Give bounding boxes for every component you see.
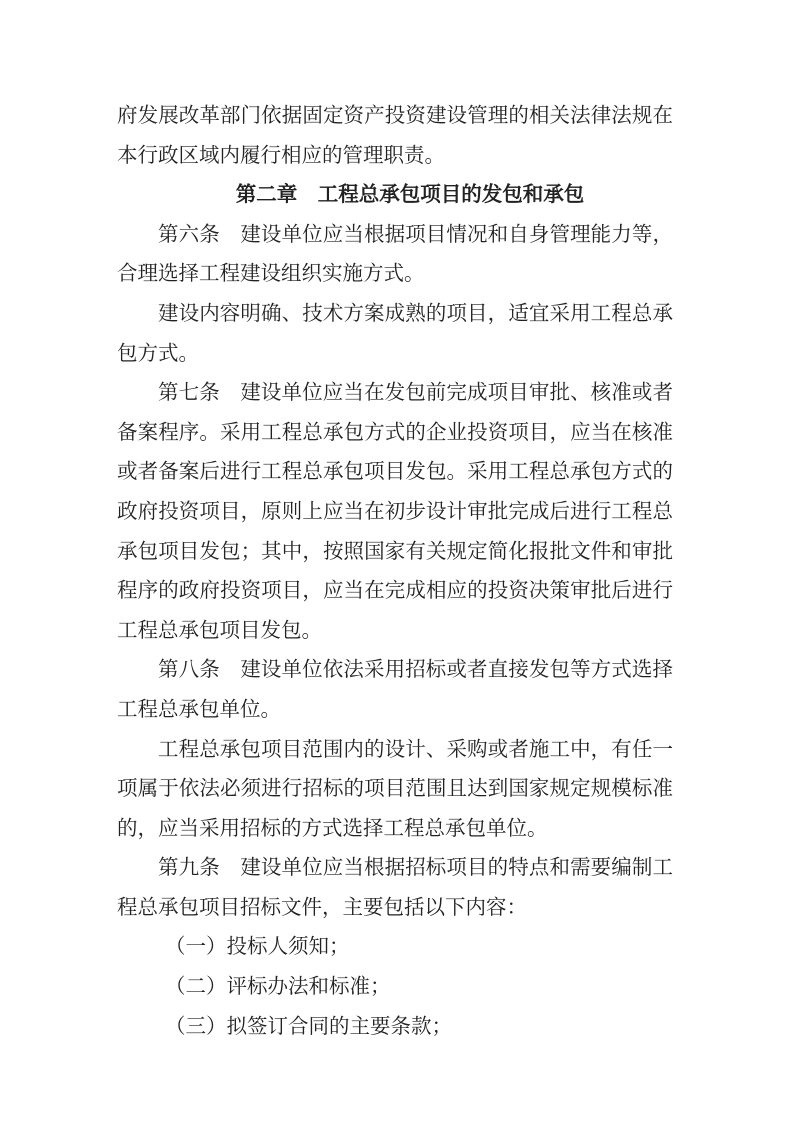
list-item: （二）评标办法和标准； <box>165 974 391 999</box>
article-8-paragraph-2 <box>117 730 673 849</box>
article-text: 建设单位应当在发包前完成项目审批、核准或者备案程序。采用工程总承包方式的企业投资项目，应当在核准或者备案后进行工程总承包项目发包。采用工程总承包方式的政府投资项目，原则上应当在初步设计审批完成后进行工程总承包项目发包；其中，按照国家有关规定简化报批文件和审批程序的政府投资项目，应当在完成相应的投资决策审批后进行工程总承包项目发包。 <box>117 380 674 642</box>
article-7 <box>117 373 673 650</box>
article-text: 建设单位应当根据项目情况和自身管理能力等，合理选择工程建设组织实施方式。 <box>117 221 674 286</box>
list-item: （一）投标人须知； <box>165 934 350 959</box>
chapter-heading: 第二章 工程总承包项目的发包和承包 <box>235 182 585 207</box>
article-text: 工程总承包项目范围内的设计、采购或者施工中，有任一项属于依法必须进行招标的项目范围且达到国家规定规模标准的，应当采用招标的方式选择工程总承包单位。 <box>117 736 673 840</box>
article-label: 第九条 <box>158 855 220 880</box>
article-8 <box>117 650 673 729</box>
article-label: 第八条 <box>158 657 220 682</box>
article-text: 建设单位应当根据招标项目的特点和需要编制工程总承包项目招标文件，主要包括以下内容： <box>117 855 674 919</box>
article-6-paragraph-2 <box>117 294 673 373</box>
article-9 <box>117 848 673 927</box>
article-label: 第六条 <box>158 221 220 246</box>
article-text: 建设内容明确、技术方案成熟的项目，适宜采用工程总承包方式。 <box>117 300 673 365</box>
paragraph-continuation: 府发展改革部门依据固定资产投资建设管理的相关法律法规在本行政区域内履行相应的管理职责。 <box>117 103 673 167</box>
article-text: 建设单位依法采用招标或者直接发包等方式选择工程总承包单位。 <box>117 657 674 721</box>
article-label: 第七条 <box>158 380 220 405</box>
document-page <box>117 96 673 1046</box>
article-6 <box>117 215 673 294</box>
list-item: （三）拟签订合同的主要条款； <box>165 1013 452 1038</box>
